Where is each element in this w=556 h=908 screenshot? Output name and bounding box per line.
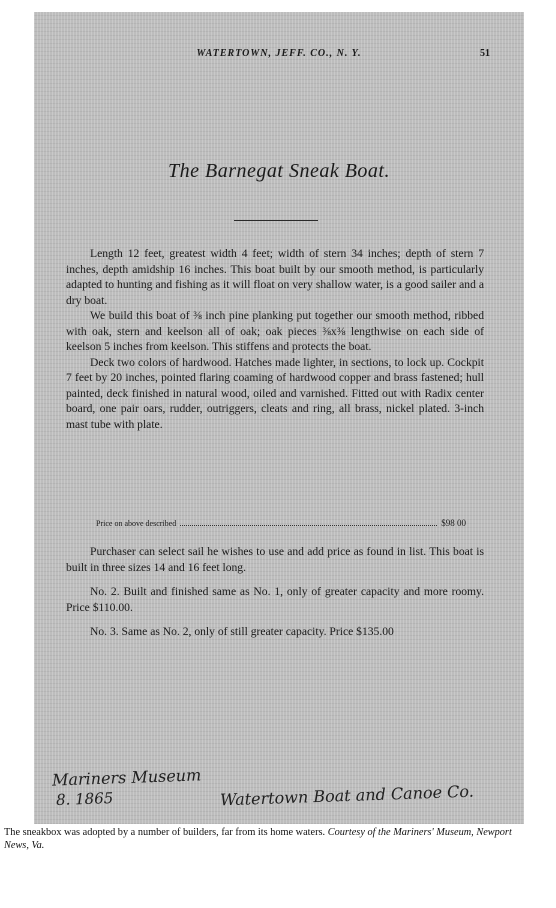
paragraph-construction: We build this boat of ⅜ inch pine planking put together our smooth method, ribbed with oak, stern and keelson all of oak; oak pieces ⅜x⅜ lengthwise on each side of keelson 5 inches from keelson. This stiffens and protects the boat.	[66, 309, 484, 353]
figure-caption	[4, 826, 514, 852]
paragraph-sail: Purchaser can select sail he wishes to use and add price as found in list. This boat is built in three sizes 14 and 16 feet long.	[66, 545, 484, 574]
paragraph-deck: Deck two colors of hardwood. Hatches made lighter, in sections, to lock up. Cockpit 7 feet by 20 inches, pointed flaring coaming of hardwood copper and brass fastened; hull painted, deck finished in natural wood, oiled and varnished. Fitted out with Radix center board, one pair oars, rudder, outriggers, cleats and ring, all brass, nickel plated. 3-inch mast tube with plate.	[66, 355, 484, 431]
caption-text: The sneakbox was adopted by a number of builders, far from its home waters.	[4, 827, 326, 838]
page-title: The Barnegat Sneak Boat.	[168, 160, 390, 182]
handwritten-museum-note: Mariners Museum	[51, 765, 202, 790]
price-leader-dots	[180, 525, 437, 526]
handwritten-catalog-number: 8. 1865	[55, 789, 114, 809]
page-number: 51	[480, 48, 490, 59]
title-rule	[234, 220, 318, 221]
paragraph-no-2: No. 2. Built and finished same as No. 1, only of greater capacity and more roomy. Price $110.00.	[66, 585, 484, 614]
handwritten-company-note: Watertown Boat and Canoe Co.	[219, 781, 475, 810]
caption-credit: Courtesy of the Mariners' Museum, Newport News, Va.	[4, 827, 512, 851]
description-text	[66, 246, 484, 432]
price-value: $98 00	[441, 518, 466, 528]
price-line	[96, 518, 466, 528]
running-head: WATERTOWN, JEFF. CO., N. Y.	[196, 48, 362, 59]
price-label: Price on above described	[96, 519, 177, 528]
options-text	[66, 544, 484, 649]
paragraph-dimensions: Length 12 feet, greatest width 4 feet; width of stern 34 inches; depth of stern 7 inches, depth amidship 16 inches. This boat built by our smooth method, is particularly adapted to hunting and fishing as it will float on very shallow water, is a good sailer and a dry boat.	[66, 247, 484, 307]
scanned-catalog-page	[34, 12, 524, 824]
paragraph-no-3: No. 3. Same as No. 2, only of still greater capacity. Price $135.00	[90, 625, 394, 638]
